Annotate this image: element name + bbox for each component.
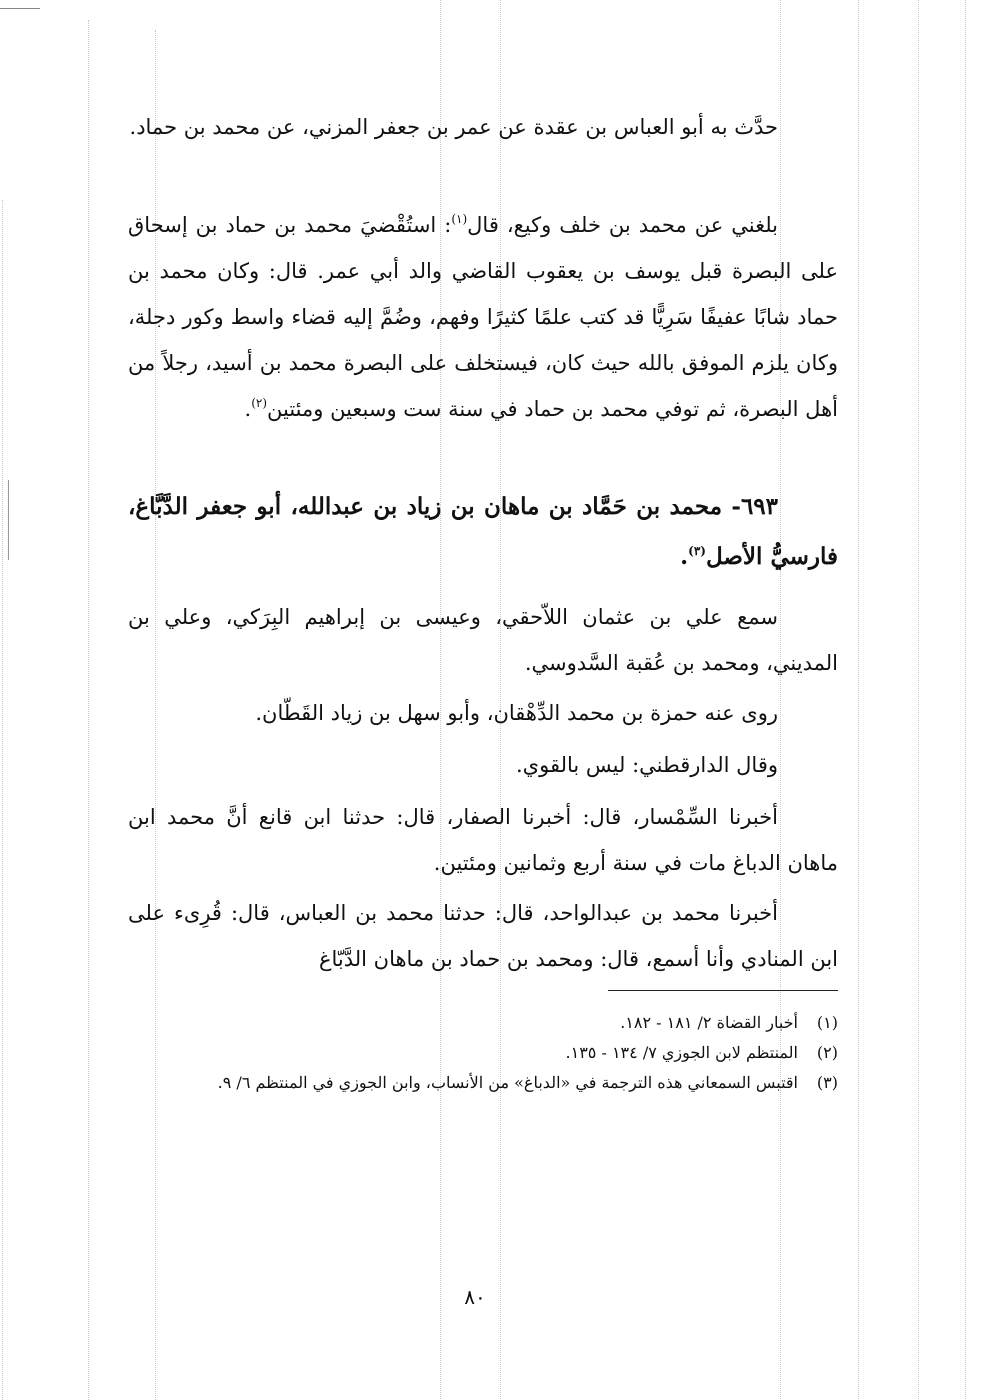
paragraph-text: سمع علي بن عثمان اللاّحقي، وعيسى بن إبراهيم البِرَكي، وعلي بن المديني، ومحمد بن عُقبة السَّدوسي. (128, 605, 838, 675)
scan-line (88, 20, 89, 1400)
footnote-text: المنتظم لابن الجوزي ٧/ ١٣٤ - ١٣٥. (565, 1043, 798, 1062)
paragraph-text: : استُقْضيَ محمد بن حماد بن إسحاق على البصرة قبل يوسف بن يعقوب القاضي والد أبي عمر. قال: وكان محمد بن حماد شابًا عفيفًا سَرِيًّا قد كتب علمًا كثيرًا وفهم، وضُمَّ إليه قضاء واسط وكور دجلة، وكان يلزم الموفق بالله حيث كان، فيستخلف على البصرة محمد بن أسيد، رجلاً من أهل البصرة، ثم توفي محمد بن حماد في سنة ست وسبعين ومئتين (128, 213, 839, 421)
paragraph-text: روى عنه حمزة بن محمد الدِّهْقان، وأبو سهل بن زياد القَطّان. (255, 701, 778, 725)
footnote-rule (608, 990, 838, 991)
paragraph-text: . (244, 397, 252, 421)
heading-text: ٦٩٣- محمد بن حَمَّاد بن ماهان بن زياد بن عبدالله، أبو جعفر الدَّبَّاغ، فارسيُّ الأصل (128, 493, 838, 570)
scan-line (965, 0, 966, 1399)
paragraph-4 (128, 690, 838, 736)
scan-line (8, 480, 9, 560)
footnote-ref: (٣) (688, 544, 706, 558)
paragraph-text: أخبرنا محمد بن عبدالواحد، قال: حدثنا محمد بن العباس، قال: قُرِىء على ابن المنادي وأنا أسمع، قال: ومحمد بن حماد بن ماهان الدَّبّاغ (128, 901, 838, 971)
paragraph-5 (128, 742, 838, 788)
footnote-item (128, 1038, 838, 1068)
footnote-ref: (١) (451, 212, 468, 226)
footnote-item (128, 1068, 838, 1098)
heading-text: . (680, 543, 689, 570)
paragraph-7 (128, 890, 838, 982)
paragraph-text: أخبرنا السِّمْسار، قال: أخبرنا الصفار، قال: حدثنا ابن قانع أنَّ محمد ابن ماهان الدباغ مات في سنة أربع وثمانين ومئتين. (128, 805, 838, 875)
scan-line (2, 200, 3, 1400)
page-number: ٨٠ (464, 1285, 486, 1309)
paragraph-text: حدَّث به أبو العباس بن عقدة عن عمر بن جعفر المزني، عن محمد بن حماد. (129, 115, 778, 139)
footnote-item (128, 1008, 838, 1038)
footnote-number: (٣) (816, 1073, 838, 1092)
entry-heading (128, 482, 838, 582)
paragraph-2 (128, 202, 838, 432)
scan-line (858, 0, 859, 1399)
footnote-text: اقتبس السمعاني هذه الترجمة في «الدباغ» من الأنساب، وابن الجوزي في المنتظم ٦/ ٩. (217, 1073, 798, 1092)
scan-line (918, 0, 919, 1399)
paragraph-3 (128, 594, 838, 686)
paragraph-text: وقال الدارقطني: ليس بالقوي. (515, 753, 778, 777)
footnote-number: (١) (816, 1013, 838, 1032)
paragraph-6 (128, 794, 838, 886)
paragraph-1 (128, 104, 838, 150)
paragraph-text: بلغني عن محمد بن خلف وكيع، قال (467, 213, 778, 237)
footnote-text: أخبار القضاة ٢/ ١٨١ - ١٨٢. (620, 1013, 798, 1032)
footnote-number: (٢) (816, 1043, 838, 1062)
footnotes (128, 1008, 838, 1098)
scan-corner-mark (0, 8, 40, 9)
footnote-ref: (٢) (251, 396, 268, 410)
